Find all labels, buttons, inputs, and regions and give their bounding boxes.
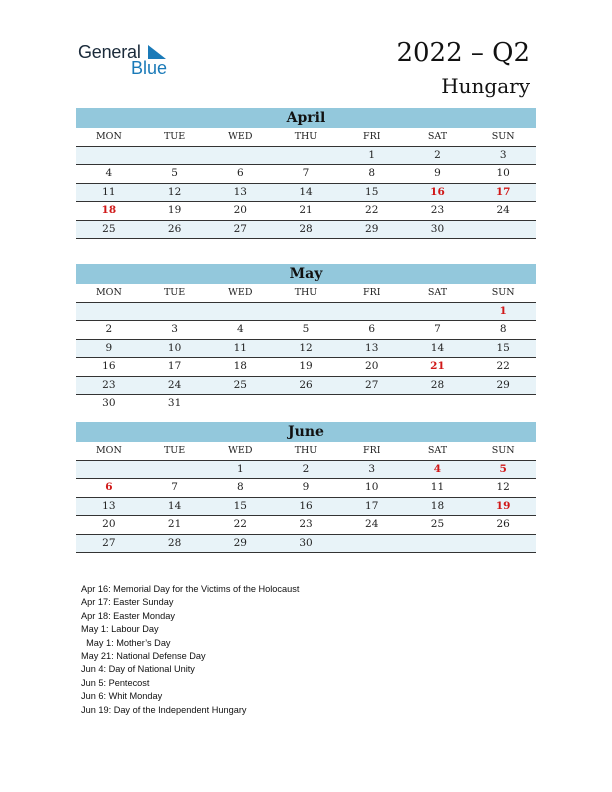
day-cell: 8: [499, 323, 507, 336]
day-cell: 27: [233, 222, 247, 235]
empty-day-cell: [470, 535, 536, 552]
day-name: FRI: [362, 445, 381, 456]
empty-day-cell: [405, 395, 471, 412]
day-cell: 28: [299, 222, 313, 235]
day-cell: 30: [430, 222, 445, 235]
holiday-note: Apr 16: Memorial Day for the Victims of the Holocaust: [81, 584, 300, 594]
day-cell: 25: [102, 222, 116, 235]
day-cell: 8: [236, 481, 244, 494]
empty-day-cell: [339, 535, 405, 552]
week-row: [76, 165, 536, 183]
day-cell: 21: [430, 360, 445, 373]
week-row: [76, 221, 536, 239]
day-names-row: [76, 442, 536, 461]
day-cell: 24: [496, 204, 510, 217]
day-cell: 9: [434, 167, 441, 180]
month-name: June: [76, 422, 536, 442]
week-row: [76, 340, 536, 358]
day-cell: 20: [233, 204, 247, 217]
week-row: [76, 184, 536, 202]
day-cell: 5: [302, 323, 310, 336]
day-name: SUN: [491, 287, 515, 298]
day-name: THU: [294, 287, 318, 298]
day-cell: 11: [430, 481, 445, 494]
day-cell: 30: [102, 396, 116, 409]
day-cell: 20: [365, 360, 379, 373]
day-cell: 10: [496, 167, 510, 180]
day-cell: 16: [430, 185, 445, 198]
day-cell: 15: [365, 185, 379, 198]
day-name: MON: [95, 445, 122, 456]
holiday-note: May 1: Mother’s Day: [81, 637, 171, 648]
month-name: May: [76, 264, 536, 284]
day-cell: 1: [499, 305, 507, 317]
day-cell: 2: [434, 149, 441, 161]
week-row: [76, 498, 536, 516]
month-name: April: [76, 108, 536, 128]
day-cell: 3: [499, 149, 507, 161]
day-cell: 28: [430, 378, 445, 391]
day-cell: 26: [167, 222, 182, 235]
holiday-note: Jun 6: Whit Monday: [81, 691, 163, 702]
day-cell: 12: [167, 185, 182, 198]
day-cell: 18: [101, 204, 117, 217]
day-cell: 23: [430, 204, 445, 217]
day-cell: 1: [236, 463, 244, 475]
day-name: MON: [95, 131, 122, 142]
day-cell: 17: [495, 185, 511, 198]
day-cell: 23: [299, 518, 313, 531]
day-name: WED: [228, 131, 253, 142]
empty-day-cell: [207, 147, 273, 164]
day-cell: 9: [105, 341, 113, 354]
empty-day-cell: [207, 303, 273, 320]
holiday-note: Apr 17: Easter Sunday: [81, 597, 174, 608]
day-name: TUE: [163, 287, 186, 298]
day-cell: 24: [167, 378, 182, 391]
empty-day-cell: [273, 147, 339, 164]
day-cell: 12: [496, 481, 510, 494]
day-cell: 10: [167, 341, 182, 354]
day-cell: 14: [299, 185, 313, 198]
day-name: FRI: [362, 287, 381, 298]
day-cell: 13: [233, 185, 247, 198]
logo-text-general: General: [78, 42, 141, 62]
empty-day-cell: [273, 395, 339, 412]
day-names-row: [76, 128, 536, 147]
day-cell: 23: [102, 378, 116, 391]
day-cell: 3: [171, 323, 178, 336]
holiday-note: Jun 19: Day of the Independent Hungary: [81, 704, 247, 715]
month-calendar-june: [76, 422, 536, 553]
holiday-note: Jun 4: Day of National Unity: [81, 664, 195, 675]
day-cell: 13: [102, 499, 116, 512]
holiday-note: Apr 18: Easter Monday: [81, 610, 175, 621]
day-cell: 20: [102, 518, 116, 531]
page-subtitle: Hungary: [441, 74, 530, 98]
holiday-note: May 21: National Defense Day: [81, 651, 206, 662]
holiday-note: May 1: Labour Day: [81, 624, 159, 635]
day-cell: 4: [433, 463, 442, 475]
week-row: [76, 395, 536, 412]
logo: [78, 42, 188, 80]
day-cell: 22: [365, 204, 379, 217]
day-cell: 2: [302, 463, 310, 475]
day-cell: 18: [430, 499, 445, 512]
day-cell: 7: [171, 481, 178, 494]
day-cell: 15: [233, 499, 247, 512]
empty-day-cell: [76, 461, 142, 478]
empty-day-cell: [142, 303, 208, 320]
day-cell: 4: [105, 167, 113, 180]
week-row: [76, 303, 536, 321]
week-row: [76, 516, 536, 534]
week-row: [76, 202, 536, 220]
day-name: SAT: [427, 287, 448, 298]
day-cell: 21: [167, 518, 182, 531]
day-cell: 16: [299, 499, 313, 512]
day-cell: 8: [368, 167, 376, 180]
month-calendar-april: [76, 108, 536, 239]
day-cell: 11: [233, 341, 247, 354]
day-cell: 5: [499, 463, 507, 475]
day-cell: 30: [299, 536, 313, 549]
day-name: WED: [228, 445, 253, 456]
day-cell: 7: [434, 323, 441, 336]
day-cell: 29: [233, 536, 247, 549]
day-name: THU: [294, 131, 318, 142]
empty-day-cell: [76, 147, 142, 164]
empty-day-cell: [142, 147, 208, 164]
day-name: TUE: [163, 445, 186, 456]
day-cell: 13: [365, 341, 379, 354]
logo-text-blue: Blue: [131, 58, 168, 78]
day-cell: 29: [496, 378, 510, 391]
holiday-notes: [81, 583, 299, 717]
logo-flag-icon: [148, 45, 166, 59]
empty-day-cell: [207, 395, 273, 412]
day-cell: 26: [299, 378, 313, 391]
day-cell: 14: [430, 341, 445, 354]
day-cell: 21: [299, 204, 313, 217]
day-cell: 3: [368, 463, 376, 475]
week-row: [76, 321, 536, 339]
empty-day-cell: [339, 395, 405, 412]
week-row: [76, 147, 536, 165]
day-cell: 25: [233, 378, 247, 391]
day-cell: 19: [495, 499, 511, 512]
day-name: SAT: [427, 131, 448, 142]
day-name: THU: [294, 445, 318, 456]
empty-day-cell: [470, 221, 536, 238]
day-cell: 29: [365, 222, 379, 235]
day-cell: 17: [365, 499, 379, 512]
day-cell: 5: [171, 167, 178, 180]
day-cell: 4: [236, 323, 244, 336]
empty-day-cell: [273, 303, 339, 320]
day-cell: 7: [302, 167, 310, 180]
empty-day-cell: [470, 395, 536, 412]
week-row: [76, 461, 536, 479]
week-row: [76, 377, 536, 395]
week-row: [76, 479, 536, 497]
day-cell: 6: [105, 481, 113, 494]
day-names-row: [76, 284, 536, 303]
day-cell: 14: [167, 499, 182, 512]
empty-day-cell: [405, 535, 471, 552]
day-cell: 6: [236, 167, 244, 180]
day-cell: 10: [365, 481, 379, 494]
day-name: SUN: [491, 131, 515, 142]
day-name: TUE: [163, 131, 186, 142]
page-title: 2022 – Q2: [396, 38, 530, 68]
day-name: FRI: [362, 131, 381, 142]
day-cell: 19: [167, 204, 182, 217]
day-name: SUN: [491, 445, 515, 456]
day-cell: 22: [233, 518, 247, 531]
week-row: [76, 358, 536, 376]
month-calendar-may: [76, 264, 536, 412]
day-cell: 27: [102, 536, 116, 549]
day-cell: 11: [102, 185, 116, 198]
empty-day-cell: [339, 303, 405, 320]
empty-day-cell: [142, 461, 208, 478]
day-cell: 24: [365, 518, 379, 531]
day-cell: 18: [233, 360, 247, 373]
day-cell: 27: [365, 378, 379, 391]
day-cell: 2: [105, 323, 113, 336]
holiday-note: Jun 5: Pentecost: [81, 677, 150, 688]
day-cell: 1: [368, 149, 376, 161]
day-cell: 9: [302, 481, 310, 494]
empty-day-cell: [405, 303, 471, 320]
day-cell: 28: [167, 536, 182, 549]
day-cell: 17: [167, 360, 182, 373]
week-row: [76, 535, 536, 553]
day-cell: 15: [496, 341, 510, 354]
day-cell: 19: [299, 360, 313, 373]
day-cell: 22: [496, 360, 510, 373]
day-cell: 16: [102, 360, 116, 373]
day-cell: 6: [368, 323, 376, 336]
day-cell: 25: [430, 518, 445, 531]
day-cell: 31: [167, 396, 182, 409]
day-name: WED: [228, 287, 253, 298]
empty-day-cell: [76, 303, 142, 320]
day-cell: 12: [299, 341, 313, 354]
day-name: MON: [95, 287, 122, 298]
day-name: SAT: [427, 445, 448, 456]
day-cell: 26: [496, 518, 510, 531]
